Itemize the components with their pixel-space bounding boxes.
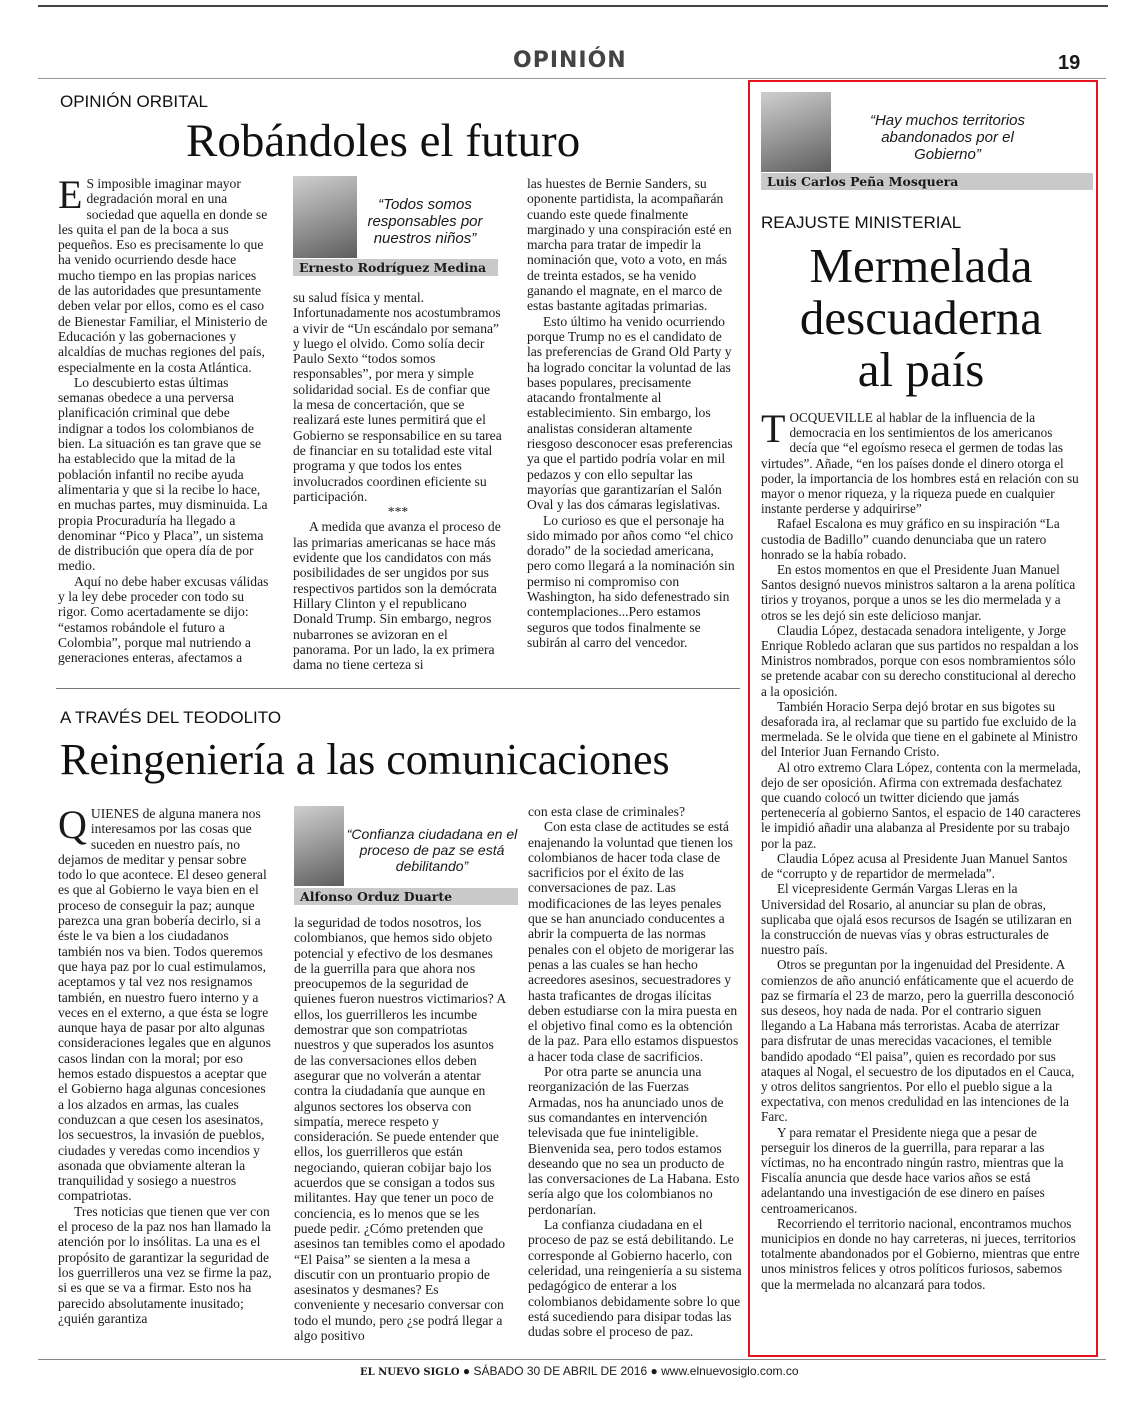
footer (360, 1364, 799, 1378)
article1-p6: las huestes de Bernie Sanders, su oponente partidista, la acompañarán cuando este quede finalmente marginado y una conspiración esté en marcha para tratar de impedir la nominación que, voto a voto, en más de treinta estados, se ha venido ganando el magnate, en el marco de estas bastante agitadas primarias. (527, 176, 732, 314)
article1-headline: Robándoles el futuro (186, 115, 581, 167)
bullet-icon: ● (462, 1364, 471, 1378)
page-number: 19 (1058, 52, 1081, 74)
top-rule (38, 5, 1108, 7)
separator: *** (387, 504, 409, 520)
article1-p4: su salud física y mental. Infortunadamente nos acostumbramos a vivir de “Un escándalo por semana” y luego el olvido. Como solía decir Paulo Sexto “todos somos responsables”, por mera y simple solidaridad social. Es de confiar que la mesa de concertación, que se realizará este lunes permitirá que el Gobierno se responsabilice en su tarea de financiar en su totalidad este vital programa y que todos los entes involucrados coordinen eficiente su participación. (293, 290, 502, 504)
article1-p1: S imposible imaginar mayor degradación moral en una sociedad que aquella en donde se les quita el pan de la boca a sus pequeños. Eso es precisamente lo que ha venido ocurriendo desde hace mucho tiempo en las propias narices de las autoridades que presuntamente deben velar por ellos, como es el caso de Bienestar Familiar, el Ministerio de Educación y las gobernaciones y alcaldías de muchas regiones del país, especialmente en la costa Atlántica. (58, 176, 268, 375)
article2-author: Alfonso Orduz Duarte (294, 888, 518, 905)
article1-p5: A medida que avanza el proceso de las primarias americanas se hace más evidente que los candidatos con más posibilidades de ser ungidos por sus respectivos partidos son la demócrata Hillary Clinton y el republicano Donald Trump. Sin embargo, negros nubarrones se avizoran en el panorama. Por un lado, la ex primera dama no tiene certeza si (293, 519, 501, 673)
article1-p8: Lo curioso es que el personaje ha sido mimado por años como “el chico dorado” de la sociedad americana, pero como llegará a la nominación sin permiso ni compromiso con Washington, ha sido defenestrado sin contemplaciones...Pero estamos seguros que todos finalmente se subirán al carro del vencedor. (527, 512, 735, 650)
header-rule (38, 78, 1106, 79)
article3-p10: Y para rematar el Presidente niega que a pesar de perseguir los dineros de la guerrilla, para reparar a las víctimas, no ha encontrado ningún rastro, mientras que la Fiscalía anuncia que desde hace varios años se está adelantando una investigación de ese dinero en países centroamericanos. (761, 1124, 1064, 1216)
article3-headline (761, 240, 1081, 396)
footer-url[interactable]: www.elnuevosiglo.com.co (661, 1364, 799, 1378)
article3-p7: Claudia López acusa al Presidente Juan Manuel Santos de “corrupto y de repartidor de mermelada”. (761, 850, 1068, 882)
article2-headline: Reingeniería a las comunicaciones (60, 735, 670, 784)
section-title: OPINIÓN (513, 48, 627, 73)
article3-p5: También Horacio Serpa dejó brotar en sus bigotes su desaforada ira, al reclamar que su partido fue excluido de la mermelada. Se le olvida que tiene en el gabinete al Ministro del Interior Juan Fernando Cristo. (761, 698, 1078, 760)
author-photo-rodriguez (293, 176, 357, 258)
article2-col1: QUIENES de alguna manera nos interesamos por las cosas que suceden en nuestro país, no dejamos de meditar y pensar sobre todo lo que acontece. El deseo general es que al Gobierno le vaya bien en el proceso de conseguir la paz; aunque parezca una gran bobería decirlo, si a éste le va bien a los ciudadanos también nos va bien. Todos queremos que haya paz por lo cual estimulamos, aceptamos y tal vez nos resignamos también, en nuestro fuero interno y a veces en el externo, a que ésta se logre aunque haya de pasar por alto algunas consideraciones legales que en algunos casos lindan con la moral; por eso hemos estado dispuestos a aceptar que el Gobierno haga algunas concesiones a los alzados en armas, las cuales conduzcan a que cesen los asesinatos, los secuestros, la invasión de pueblos, ciudades y veredas como incendios y asonada que obviamente alteran la tranquilidad y sosiego a nuestros compatriotas. Tres noticias que tienen que ver con el proceso de la paz nos han llamado la atención por lo insólitas. La una es el propósito de garantizar la seguridad de los guerrilleros una vez se firme la paz, si es que se va a firmar. Esto nos ha parecido absolutamente inusitado; ¿quién garantiza (58, 802, 272, 1326)
article3-p6: Al otro extremo Clara López, contenta con la mermelada, dejo de ser oposición. Afirma con extremada desfachatez que cuando colocó un twitter diciendo que jamás pertenecería al gobierno Santos, el espacio de 140 caracteres le impidió añadir una alabanza al Presidente por su trabajo por la paz. (761, 759, 1081, 851)
article2-col3 (528, 804, 742, 1339)
article2-p6: Por otra parte se anuncia una reorganización de las Fuerzas Armadas, nos ha anunciado unos de sus comandantes en intervención televisada que fue ininteligible. Bienvenida sea, pero todos estamos deseando que no sea un producto de las conversaciones de La Habana. Esto sería algo que los colombianos no perdonarían. (528, 1064, 740, 1217)
article1-col1: E S imposible imaginar mayor degradación moral en una sociedad que aquella en donde se les quita el pan de la boca a sus pequeños. Eso es precisamente lo que ha venido ocurriendo desde hace mucho tiempo en las propias narices de las autoridades que presuntamente deben velar por ellos, como es el caso de Bienestar Familiar, el Ministerio de Educación y las gobernaciones y alcaldías de muchas regiones del país, especialmente en la costa Atlántica. Lo descubierto estas últimas semanas obedece a una perversa planificación criminal que debe indignar a todos los colombianos de bien. La situación es tan grave que se ha establecido que la mitad de la población infantil no recibe ayuda alimentaria y que si la recibe lo hace, en muchas partes, muy disminuida. La propia Procuraduría ha llegado a denominar “Pico y Placa”, un sistema de distribución que opera día de por medio. Aquí no debe haber excusas válidas y la ley debe proceder con todo su rigor. Como acertadamente se dijo: “estamos robándole el futuro a Colombia”, porque mal nutriendo a generaciones enteras, afectamos a (58, 172, 269, 666)
footer-date: SÁBADO 30 DE ABRIL DE 2016 (473, 1364, 648, 1378)
article1-col3 (527, 176, 739, 650)
article1-pullquote: “Todos somos responsables por nuestros niños” (367, 196, 483, 247)
article3-headline-line: al país (857, 342, 985, 397)
article3-p4: Claudia López, destacada senadora inteligente, y Jorge Enrique Robledo aclaran que sus partidos no respaldan a los Ministros nombrados, porque con esos nombramientos sólo se pretende acabar con su derecho constitucional al derecho a la oposición. (761, 622, 1079, 699)
article1-p3: Aquí no debe haber excusas válidas y la ley debe proceder con todo su rigor. Como acertadamente se dijo: “estamos robándole el futuro a Colombia”, porque mal nutriendo a generaciones enteras, afectamos a (58, 573, 269, 666)
article3-p8: El vicepresidente Germán Vargas Lleras en la Universidad del Rosario, al anunciar su plan de obras, suplicaba que ojalá esos recursos de Isagén se utilizaran en la construcción de nuevas vías y obras estructurales de nuestro país. (761, 881, 1072, 958)
article3-headline-line: Mermelada (809, 238, 1033, 293)
article3-headline-line: descuaderna (799, 290, 1043, 345)
article3-author: Luis Carlos Peña Mosquera (761, 173, 1093, 190)
article2-p3: la seguridad de todos nosotros, los colombianos, que hemos sido objeto potencial y efectivo de los desmanes de la guerrilla para que ahora nos preocupemos de la seguridad de quienes fueron nuestros victimarios? A ellos, los guerrilleros les incumbe demostrar que son compatriotas nuestros y que superados los asuntos de las conversaciones ellos deben asegurar que no volverán a atentar contra la ciudadanía que aunque en algunos sectores los observa con simpatía, merece respeto y consideración. Se puede entender que ellos, los guerrilleros que están negociando, quieran cobijar bajo los acuerdos que se consigan a todos sus militantes. Hay que tener un poco de conciencia, es lo menos que se les puede pedir. ¿Cómo pretenden que asesinos tan temibles como el apodado “El Paisa” se sienten a la mesa a discutir con un prontuario propio de asesinatos y desmanes? Es conveniente y necesario conversar con todo el mundo, pero ¿se podrá llegar a algo positivo (294, 915, 506, 1344)
article1-author: Ernesto Rodríguez Medina (293, 259, 498, 276)
footer-rule (38, 1359, 1106, 1360)
article2-p4: con esta clase de criminales? (528, 804, 686, 819)
article1-kicker: OPINIÓN ORBITAL (60, 92, 208, 111)
article2-p7: La confianza ciudadana en el proceso de paz se está debilitando. Le corresponde al Gobierno hacerlo, con celeridad, una reingeniería a su sistema pedagógico de enterar a los colombianos debidamente sobre lo que está sucediendo para disipar todas las dudas sobre el proceso de paz. (528, 1217, 742, 1340)
article3-p11: Recorriendo el territorio nacional, encontramos muchos municipios en donde no hay carreteras, ni jueces, territorios totalmente abandonados por el Gobierno, mientras que entre unos ministros felices y otros políticos furiosos, sabemos que la mermelada no alcanzará para todos. (761, 1215, 1080, 1292)
article2-p1: UIENES de alguna manera nos interesamos por las cosas que suceden en nuestro país, no dejamos de meditar y pensar sobre todo lo que acontece. El deseo general es que al Gobierno le vaya bien en el proceso de conseguir la paz; aunque parezca una gran bobería decirlo, si a éste le va bien a los ciudadanos también nos va bien. Todos queremos que haya paz por lo cual estimulamos, aceptamos y tal vez nos resignamos también, en nuestro fuero interno y a veces en el externo, a que ésta se logre aunque haya de pasar por alto algunas consideraciones legales que en algunos casos lindan con la moral; por eso hemos estado dispuestos a aceptar que el Gobierno haga algunas concesiones a los alzados en armas, las cuales conduzcan a que cesen los asesinatos, los secuestros, la invasión de pueblos, ciudades y veredas como incendios y asonada que obviamente alteran la tranquilidad y sosiego a nuestros compatriotas. (58, 806, 271, 1204)
article1-col2 (293, 290, 503, 672)
author-photo-orduz (294, 806, 344, 886)
article3-body: TOCQUEVILLE al hablar de la influencia de la democracia en los sentimientos de los americanos decía que “el egoísmo reseca el germen de todas las virtudes”. Añade, “en los países donde el dinero otorga el poder, la importancia de los hombres está en relación con su mayor o menor riqueza, y la riqueza puede en cualquier instante perderse y adquirirse” Rafael Escalona es muy gráfico en su inspiración “La custodia de Badillo” cuando denunciaba que un ratero honrado se la había robado. En estos momentos en que el Presidente Juan Manuel Santos designó nuevos ministros saltaron a la arena política tirios y troyanos, porque a unos se les dio mermelada y a otros se les dejó sin este delicioso manjar. Claudia López, destacada senadora inteligente, y Jorge Enrique Robledo aclaran que sus partidos no respaldan a los Ministros nombrados, porque con esos nombramientos sólo se pretende acabar con su derecho constitucional al derecho a la oposición. También Horacio Serpa dejó brotar en sus bigotes su desaforada ira, al reclamar que su partido fue excluido de la mermelada. Se le olvida que tiene en el gabinete al Ministro del Interior Juan Fernando Cristo. Al otro extremo Clara López, contenta con la mermelada, dejo de ser oposición. Afirma con extremada desfachatez que cuando colocó un twitter diciendo que jamás pertenecería al gobierno Santos, el espacio de 140 caracteres le impidió añadir una alabanza al Presidente por su trabajo por la paz. Claudia López acusa al Presidente Juan Manuel Santos de “corrupto y de repartidor de mermelada”. El vicepresidente Germán Vargas Lleras en la Universidad del Rosario, al anunciar su plan de obras, suplicaba que ojalá esos recursos de Isagén se utilizaran en la construcción de nuevas vías y obras estructurales de nuestro país. Otros se preguntan por la ingenuidad del Presidente. A comienzos de año anunció enfáticamente que el acuerdo de paz se firmaría el 23 de marzo, pero la guerrilla desconoció sus deseos, hoy nada de nada. Por el contrario siguen llegando a La Habana más terroristas. Acaba de aterrizar para disfrutar de unas merecidas vacaciones, el temible bandido apodado “El paisa”, quien es recordado por sus ataques al Nogal, el secuestro de los diputados en el Cauca, y otros delitos sangrientos. Por ello el pueblo sigue a la expectativa, con menos credulidad en las intenciones de la Farc. Y para rematar el Presidente niega que a pesar de perseguir los dineros de la guerrilla, para reparar a las víctimas, no ha encontrado ningún rastro, mientras que la Fiscalía anuncia que desde hace varios años se está adelantando una investigación de ese dinero en países centroamericanos. Recorriendo el territorio nacional, encontramos muchos municipios en donde no hay carreteras, ni jueces, territorios totalmente abandonados por el Gobierno, mientras que entre unos ministros felices y otros políticos furiosos, sabemos que la mermelada no alcanzará para todos. (761, 410, 1083, 1292)
article3-p9: Otros se preguntan por la ingenuidad del Presidente. A comienzos de año anunció enfáticamente que el acuerdo de paz se firmaría el 23 de marzo, pero la guerrilla desconoció sus deseos, hoy nada de nada. Por el contrario siguen llegando a La Habana más terroristas. Acaba de aterrizar para disfrutar de unas merecidas vacaciones, el temible bandido apodado “El paisa”, quien es recordado por sus ataques al Nogal, el secuestro de los diputados en el Cauca, y otros delitos sangrientos. Por ello el pueblo sigue a la expectativa, con menos credulidad en las intenciones de la Farc. (761, 957, 1075, 1125)
article3-pullquote: “Hay muchos territorios abandonados por el Gobierno” (869, 112, 1026, 163)
article2-col2 (294, 915, 506, 1343)
footer-brand: EL NUEVO SIGLO (360, 1367, 460, 1378)
article2-kicker: A TRAVÉS DEL TEODOLITO (60, 708, 282, 727)
article3-kicker: REAJUSTE MINISTERIAL (761, 213, 962, 232)
article3-p3: En estos momentos en que el Presidente Juan Manuel Santos designó nuevos ministros saltaron a la arena política tirios y troyanos, porque a unos se les dio mermelada y a otros se les dejó sin este delicioso manjar. (761, 562, 1076, 623)
divider (56, 688, 740, 689)
bullet-icon: ● (650, 1364, 658, 1378)
article3-p2: Rafael Escalona es muy gráfico en su inspiración “La custodia de Badillo” cuando denunciaba que un ratero honrado se la había robado. (761, 516, 1060, 562)
author-photo-pena (761, 92, 831, 172)
article1-p7: Esto último ha venido ocurriendo porque Trump no es el candidato de las preferencias de Grand Old Party y ha logrado concitar la voluntad de las bases populares, precisamente atacando frontalmente al establecimiento. Sin embargo, los analistas consideran altamente riesgoso desconocer esas preferencias ya que el partido podría volar en mil pedazos y con ello sepultar las mayorías que garantizarían el Salón Oval y las dos cámaras legislativas. (527, 313, 733, 513)
article2-p5: Con esta clase de actitudes se está enajenando la voluntad que tienen los colombianos de hacer toda clase de sacrificios por el éxito de las conversaciones de paz. Las modificaciones de las leyes penales que se han anunciado conducentes a abrir la compuerta de las normas penales con el objeto de morigerar las penas a las cuales se han hecho acreedores asesinos, secuestradores y hasta traficantes de drogas ilícitas deben estudiarse con la mira puesta en el objetivo final como es la obtención de la paz. Para ello estamos dispuestos a hacer toda clase de sacrificios. (528, 819, 739, 1064)
article2-pullquote: “Confianza ciudadana en el proceso de paz se está debilitando” (346, 826, 518, 874)
article2-p2: Tres noticias que tienen que ver con el proceso de la paz nos han llamado la atención por lo insólitas. La una es el propósito de garantizar la seguridad de los guerrilleros una vez se firme la paz, si es que se va a firmar. Esto nos ha parecido absolutamente inusitado; ¿quién garantiza (58, 1203, 272, 1326)
article1-p2: Lo descubierto estas últimas semanas obedece a una perversa planificación criminal que debe indignar a todos los colombianos de bien. La situación es tan grave que se ha establecido que la mitad de la población infantil no recibe ayuda alimentaria y que si la recibe lo hace, en muchas partes, muy disminuida. La propia Procuraduría ha llegado a denominar “Pico y Placa”, un sistema de distribución que opera día de por medio. (58, 374, 268, 574)
article3-p1: OCQUEVILLE al hablar de la influencia de la democracia en los sentimientos de los americanos decía que “el egoísmo reseca el germen de todas las virtudes”. Añade, “en los países donde el dinero otorga el poder, la importancia de los hombres está en relación con su mayor o menor riqueza, y la riqueza puede en cualquier instante perderse y adquirirse” (761, 410, 1079, 517)
